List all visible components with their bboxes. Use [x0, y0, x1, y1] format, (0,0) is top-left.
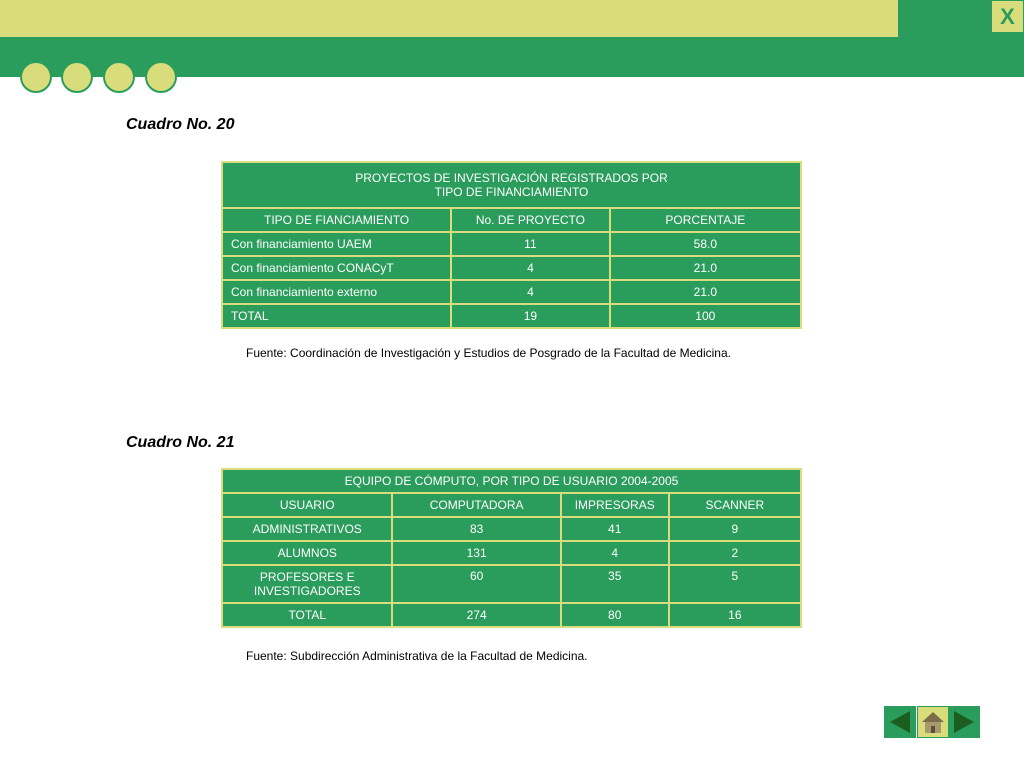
table-title: EQUIPO DE CÓMPUTO, POR TIPO DE USUARIO 2004-2005 [222, 469, 801, 493]
table-cell: 19 [451, 304, 609, 328]
table-cell: 21.0 [610, 256, 801, 280]
close-button[interactable]: X [992, 1, 1023, 32]
table-cell: 16 [669, 603, 801, 627]
table-title-row [222, 162, 801, 208]
table-total-row [222, 304, 801, 328]
table-cell: TOTAL [222, 304, 451, 328]
arrow-left-icon [884, 706, 916, 738]
table-cell: 5 [669, 565, 801, 603]
table-row [222, 565, 801, 603]
table-title: PROYECTOS DE INVESTIGACIÓN REGISTRADOS POR TIPO DE FINANCIAMIENTO [222, 162, 801, 208]
table-cell: Con financiamiento UAEM [222, 232, 451, 256]
table-cell: PROFESORES E INVESTIGADORES [222, 565, 392, 603]
column-header: USUARIO [222, 493, 392, 517]
table-cell: 80 [561, 603, 669, 627]
computer-equipment-table [221, 468, 802, 628]
table-cell: 100 [610, 304, 801, 328]
table-cell: 4 [451, 280, 609, 304]
table-caption: Cuadro No. 21 [126, 434, 235, 451]
table-cell: 4 [561, 541, 669, 565]
column-header: TIPO DE FIANCIAMIENTO [222, 208, 451, 232]
table-source-note: Fuente: Coordinación de Investigación y Estudios de Posgrado de la Facultad de Medicina. [246, 346, 731, 360]
table-cell: 4 [451, 256, 609, 280]
column-header: PORCENTAJE [610, 208, 801, 232]
column-header: COMPUTADORA [392, 493, 560, 517]
decorative-circle-icon [20, 61, 52, 93]
table-row [222, 256, 801, 280]
table-caption: Cuadro No. 20 [126, 116, 235, 133]
table-cell: 35 [561, 565, 669, 603]
top-bar [0, 0, 898, 37]
table-cell: TOTAL [222, 603, 392, 627]
table-cell: Con financiamiento externo [222, 280, 451, 304]
home-icon [918, 707, 948, 737]
table-header-row [222, 208, 801, 232]
arrow-right-icon [948, 706, 980, 738]
table-cell: 131 [392, 541, 560, 565]
table-cell: 60 [392, 565, 560, 603]
previous-button[interactable] [884, 706, 916, 738]
column-header: No. DE PROYECTO [451, 208, 609, 232]
table-cell: ALUMNOS [222, 541, 392, 565]
table-cell: 41 [561, 517, 669, 541]
table-title-row [222, 469, 801, 493]
decorative-circle-icon [61, 61, 93, 93]
table-row [222, 232, 801, 256]
table-cell: Con financiamiento CONACyT [222, 256, 451, 280]
table-cell: 21.0 [610, 280, 801, 304]
table-cell: 274 [392, 603, 560, 627]
projects-table [221, 161, 802, 329]
table-cell: 2 [669, 541, 801, 565]
table-row [222, 541, 801, 565]
table-total-row [222, 603, 801, 627]
decorative-circle-icon [103, 61, 135, 93]
column-header: IMPRESORAS [561, 493, 669, 517]
home-button[interactable] [917, 706, 949, 738]
table-header-row [222, 493, 801, 517]
table-source-note: Fuente: Subdirección Administrativa de la Facultad de Medicina. [246, 649, 588, 663]
next-button[interactable] [948, 706, 980, 738]
table-row [222, 280, 801, 304]
column-header: SCANNER [669, 493, 801, 517]
table-cell: ADMINISTRATIVOS [222, 517, 392, 541]
table-cell: 58.0 [610, 232, 801, 256]
table-cell: 9 [669, 517, 801, 541]
decorative-circle-icon [145, 61, 177, 93]
table-cell: 83 [392, 517, 560, 541]
table-cell: 11 [451, 232, 609, 256]
table-row [222, 517, 801, 541]
